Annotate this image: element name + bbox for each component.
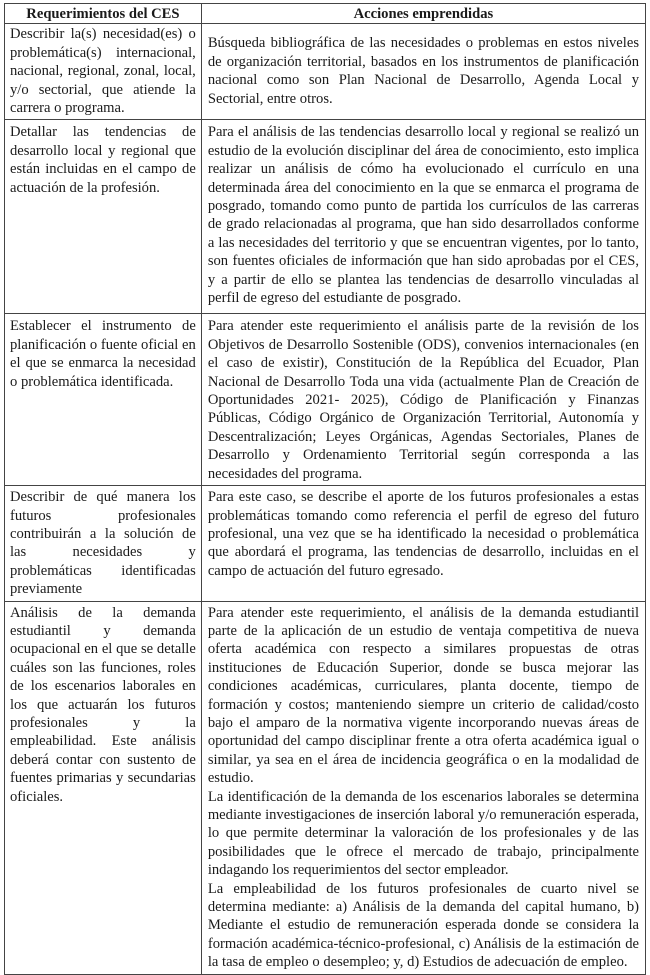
actions-cell	[201, 601, 645, 974]
requirement-cell: Describir la(s) necesidad(es) o problemática(s) internacional, nacional, regional, zonal, local, y/o sectorial, que atiende la carrera o programa.	[5, 24, 202, 120]
action-paragraph: Búsqueda bibliográfica de las necesidades o problemas en estos niveles de organización territorial, basados en los instrumentos de planificación nacional como son Plan Nacional de Desarrollo, Agenda Local y Sectorial, entre otros.	[207, 35, 639, 107]
requirement-cell: Describir de qué manera los futuros profesionales contribuirán a la solución de las necesidades y problemáticas identificadas previamente	[5, 486, 202, 601]
actions-cell	[201, 120, 645, 314]
action-paragraph: La empleabilidad de los futuros profesionales de cuarto nivel se determina mediante: a) Análisis de la demanda del capital humano, b) Mediante el estudio de remuneración esperada donde se considera la formación académica-técnico-profesional, c) Análisis de la estimación de la tasa de empleo o desempleo; y, d) Estudios de adecuación de empleo.	[207, 880, 639, 971]
action-paragraph: Para atender este requerimiento, el análisis de la demanda estudiantil parte de la aplicación de un estudio de ventaja competitiva de nueva oferta académica con respecto a similares propuestas de otras instituciones de Educación Superior, donde se busca mejorar las condiciones académicas, curriculares, planta docente, tiempo de formación y costos; manteniendo siempre un criterio de calidad/costo bajo el amparo de la normativa vigente incorporando nuevas áreas de oportunidad del campo disciplinar frente a otra oferta académica igual o similar, ya sea en el área de incidencia geográfica o en la modalidad de estudio.	[207, 604, 639, 787]
requirement-cell: Análisis de la demanda estudiantil y demanda ocupacional en el que se detalle cuáles son las funciones, roles de los escenarios laborales en los que actuarán los futuros profesionales y la empleabilidad. Este análisis deberá contar con sustento de fuentes primarias y secundarias oficiales.	[5, 601, 202, 974]
requirements-actions-table	[4, 3, 646, 975]
action-paragraph: La identificación de la demanda de los escenarios laborales se determina mediante investigaciones de inserción laboral y/o remuneración esperada, lo que permite determinar la valoración de los profesionales y de las posibilidades que le ofrece el mercado de trabajo, principalmente indagando los requerimientos del sector empleador.	[207, 788, 639, 879]
table-row	[5, 120, 646, 314]
action-paragraph: Para este caso, se describe el aporte de los futuros profesionales a estas problemáticas tomando como referencia el perfil de egreso del futuro profesional, una vez que se ha identificado la necesidad o problemática que abordará el programa, las tendencias de desarrollo, incluidas en el campo de actuación del futuro egresado.	[207, 489, 639, 579]
action-paragraph: Para atender este requerimiento el análisis parte de la revisión de los Objetivos de Desarrollo Sostenible (ODS), convenios internacionales (en el caso de existir), Constitución de la República del Ecuador, Plan Nacional de Desarrollo Toda una vida (actualmente Plan de Creación de Oportunidades 2021- 2025), Código de Planificación y Finanzas Públicas, Código Orgánico de Organización Territorial, Autonomía y Descentralización; Leyes Orgánicas, Agendas Sectoriales, Planes de Desarrollo y Ordenamiento Territorial según corresponda a las necesidades del programa.	[207, 318, 639, 482]
table-row	[5, 486, 646, 601]
actions-cell	[201, 314, 645, 486]
header-requirements: Requerimientos del CES	[5, 4, 202, 24]
requirement-cell: Establecer el instrumento de planificación o fuente oficial en el que se enmarca la necesidad o problemática identificada.	[5, 314, 202, 486]
requirement-cell: Detallar las tendencias de desarrollo local y regional que están incluidas en el campo de actuación de la profesión.	[5, 120, 202, 314]
table-row	[5, 601, 646, 974]
action-paragraph: Para el análisis de las tendencias desarrollo local y regional se realizó un estudio de la evolución disciplinar del área de conocimiento, esto implica realizar un análisis de cómo ha evolucionado el currículo en una determinada área del conocimiento en la que se enmarca el programa de posgrado, tomando como punto de partida los currículos de las carreras de grado relacionadas al programa, que han sido desarrollados conforme a las necesidades del territorio y que se encuentran vigentes, por lo tanto, son fuentes oficiales de información que han sido aprobadas por el CES, y a partir de ello se plantea las tendencias de desarrollo vinculadas al perfil de egreso del estudiante de posgrado.	[207, 124, 639, 307]
actions-cell	[201, 24, 645, 120]
actions-cell	[201, 486, 645, 601]
table-row	[5, 314, 646, 486]
table-header-row	[5, 4, 646, 24]
header-actions: Acciones emprendidas	[201, 4, 645, 24]
table-row	[5, 24, 646, 120]
